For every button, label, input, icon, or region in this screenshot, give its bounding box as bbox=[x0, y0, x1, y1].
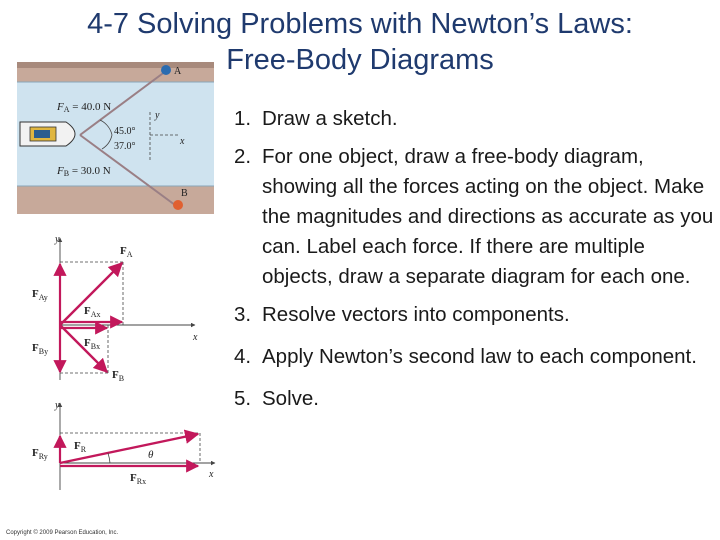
step-3-text: Resolve vectors into components. bbox=[262, 303, 570, 326]
sketch-y-label: y bbox=[155, 110, 160, 121]
step-4-text: Apply Newton’s second law to each component. bbox=[262, 345, 697, 368]
theta-arc bbox=[108, 453, 110, 463]
fb-label: $F_B$ bbox=[112, 369, 125, 383]
step-5-text: Solve. bbox=[262, 387, 319, 410]
angle-a-label: 45.0° bbox=[114, 126, 136, 137]
boat-icon bbox=[20, 122, 75, 146]
fr-label: $F_R$ bbox=[74, 440, 87, 454]
fbx-label: $F_{Bx}$ bbox=[84, 337, 101, 351]
fa-label: $F_A$ bbox=[120, 245, 133, 259]
step-2 bbox=[234, 142, 714, 292]
sketch-x-label: x bbox=[180, 136, 185, 147]
step-2-number: 2. bbox=[234, 145, 252, 168]
step-3 bbox=[234, 300, 714, 330]
fa-magnitude-label: FA = 40.0 N bbox=[57, 101, 112, 114]
free-body-figures bbox=[0, 0, 232, 530]
fry-label: $F_{Ry}$ bbox=[32, 447, 48, 461]
fb-magnitude-label: FB = 30.0 N bbox=[57, 165, 111, 178]
step-5 bbox=[234, 384, 714, 414]
copyright-notice: Copyright © 2009 Pearson Education, Inc. bbox=[6, 530, 119, 536]
person-a-label: A bbox=[174, 66, 182, 77]
fbd1-x-label: x bbox=[193, 332, 198, 343]
frx-label: $F_{Rx}$ bbox=[130, 472, 147, 486]
step-4-number: 4. bbox=[234, 345, 252, 368]
fay-label: $F_{Ay}$ bbox=[32, 288, 48, 302]
step-3-number: 3. bbox=[234, 303, 252, 326]
boat-sketch bbox=[17, 62, 214, 214]
fbd1-y-label: y bbox=[55, 234, 60, 245]
step-2-text: For one object, draw a free-body diagram, showing all the forces acting on the object. Make the magnitudes and directions as accurate as you can. Label each force. If there are multiple objects, draw a separate diagram for each one. bbox=[262, 145, 714, 288]
person-a bbox=[161, 65, 171, 75]
fax-label: $F_{Ax}$ bbox=[84, 305, 101, 319]
step-5-number: 5. bbox=[234, 387, 252, 410]
steps-list bbox=[234, 104, 714, 422]
slide-title-line-2: Free-Body Diagrams bbox=[226, 44, 494, 76]
step-1 bbox=[234, 104, 714, 134]
free-body-diagram-components bbox=[32, 234, 198, 383]
theta-label: θ bbox=[148, 449, 154, 461]
step-1-text: Draw a sketch. bbox=[262, 107, 398, 130]
fby-label: $F_{By}$ bbox=[32, 342, 49, 356]
free-body-diagram-resultant bbox=[32, 400, 215, 490]
fbd2-y-label: y bbox=[55, 400, 60, 411]
angle-b-label: 37.0° bbox=[114, 141, 136, 152]
dock-top-edge bbox=[17, 62, 214, 68]
person-b-label: B bbox=[181, 188, 188, 199]
person-b bbox=[173, 200, 183, 210]
slide-title-line-1: 4-7 Solving Problems with Newton’s Laws: bbox=[87, 8, 633, 40]
step-1-number: 1. bbox=[234, 107, 252, 130]
step-4 bbox=[234, 342, 714, 372]
fbd2-x-label: x bbox=[209, 469, 214, 480]
